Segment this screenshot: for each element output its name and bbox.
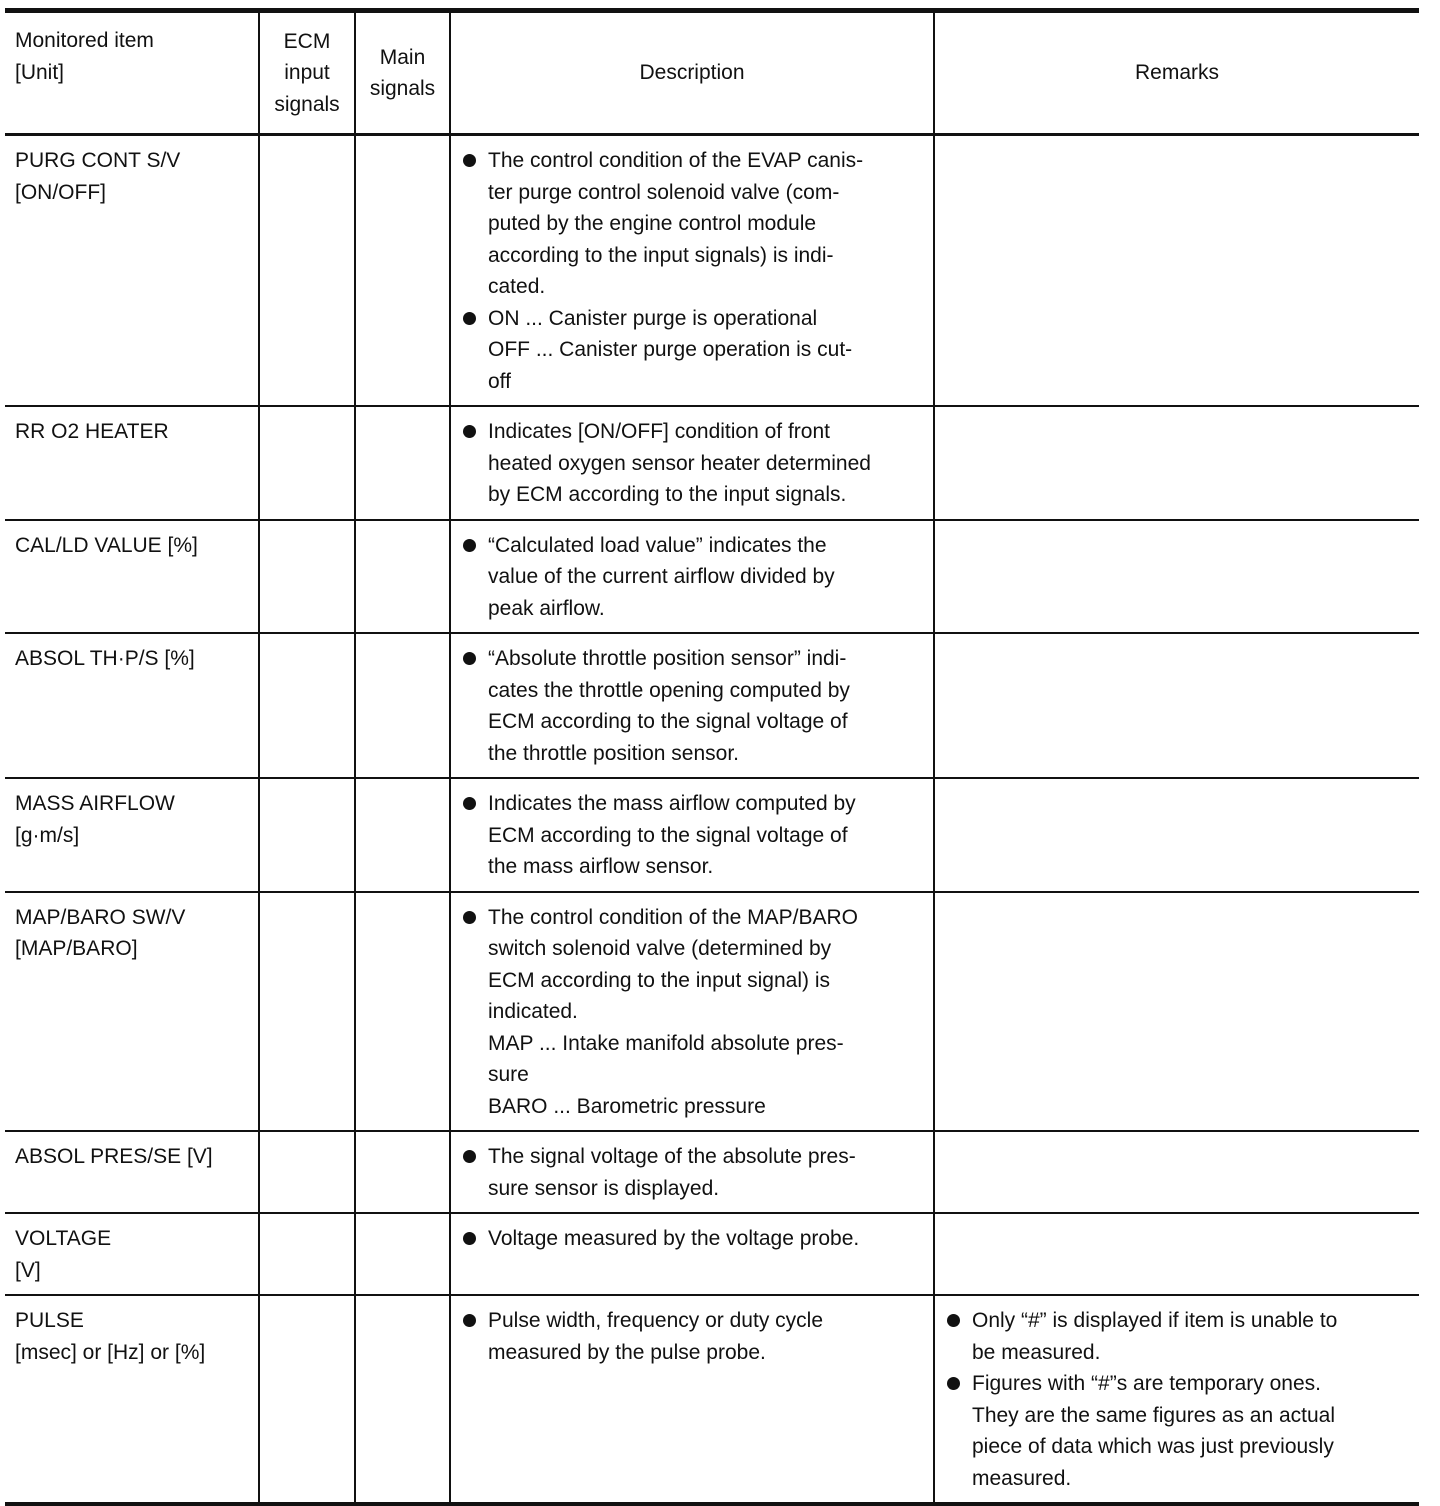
monitored-item-line: ABSOL TH·P/S [%] [15, 647, 195, 670]
continuation-line: sure sensor is displayed. [488, 1176, 720, 1200]
table-row [5, 520, 1419, 634]
continuation-line: ter purge control solenoid valve (com- [488, 180, 840, 204]
bullet-icon [463, 1150, 476, 1163]
main-signals-cell [355, 778, 450, 892]
main-signals-cell [355, 892, 450, 1132]
bullet-text: The control condition of the MAP/BARO [488, 905, 859, 929]
continuation-line: off [488, 369, 511, 393]
continuation-line: heated oxygen sensor heater determined [488, 451, 871, 475]
bullet-icon [463, 1232, 476, 1245]
bullet-text: “Absolute throttle position sensor” indi- [488, 647, 847, 670]
bullet-icon [463, 539, 476, 552]
bullet-text: Indicates the mass airflow computed by [488, 792, 856, 815]
table-row [5, 135, 1419, 407]
monitored-item-cell [5, 778, 259, 892]
header-main-signals [355, 11, 450, 135]
table-row [5, 1131, 1419, 1213]
continuation-line: MAP ... Intake manifold absolute pres- [488, 1031, 844, 1055]
monitored-item-line: VOLTAGE [15, 1227, 112, 1250]
monitored-item-cell [5, 135, 259, 407]
monitored-item-line: MAP/BARO SW/V [15, 905, 186, 929]
continuation-line: peak airflow. [488, 596, 605, 620]
table-row [5, 406, 1419, 520]
bullet-line [941, 1368, 1411, 1400]
bullet-line [941, 1305, 1411, 1337]
bullet-line [457, 902, 925, 934]
header-line: input [284, 61, 330, 85]
monitored-item-line: PURG CONT S/V [15, 149, 181, 172]
ecm-input-signals-cell [259, 778, 355, 892]
main-signals-cell [355, 135, 450, 407]
bullet-icon [947, 1314, 960, 1327]
bullet-line [457, 530, 925, 562]
continuation-line: ECM according to the input signal) is [488, 968, 830, 992]
ecm-input-signals-cell [259, 1295, 355, 1504]
continuation-line: the mass airflow sensor. [488, 855, 714, 878]
table-row [5, 633, 1419, 778]
bullet-line [457, 416, 925, 448]
description-cell [450, 135, 934, 407]
header-line: signals [274, 92, 340, 116]
monitored-item-cell [5, 1131, 259, 1213]
continuation-line: measured by the pulse probe. [488, 1340, 766, 1364]
remarks-cell [934, 1213, 1419, 1295]
ecm-input-signals-cell [259, 892, 355, 1132]
bullet-text: Voltage measured by the voltage probe. [488, 1227, 860, 1250]
description-cell [450, 633, 934, 778]
bullet-line [457, 788, 925, 820]
header-row [5, 11, 1419, 135]
monitored-item-cell [5, 1295, 259, 1504]
description-cell [450, 520, 934, 634]
ecm-input-signals-cell [259, 520, 355, 634]
bullet-line [457, 1223, 925, 1255]
header-line: Main [379, 45, 426, 69]
main-signals-cell [355, 1131, 450, 1213]
monitored-item-line: [V] [15, 1258, 41, 1282]
remarks-cell [934, 135, 1419, 407]
continuation-line: OFF ... Canister purge operation is cut- [488, 338, 853, 361]
monitored-item-cell [5, 633, 259, 778]
monitored-item-cell [5, 892, 259, 1132]
monitored-item-cell [5, 520, 259, 634]
bullet-text: ON ... Canister purge is operational [488, 306, 818, 330]
continuation-line: according to the input signals) is indi- [488, 243, 834, 267]
continuation-line: value of the current airflow divided by [488, 565, 835, 588]
continuation-line: by ECM according to the input signals. [488, 483, 847, 506]
ecm-input-signals-cell [259, 135, 355, 407]
bullet-icon [463, 911, 476, 924]
header-line: Monitored item [15, 29, 154, 52]
continuation-line: piece of data which was just previously [972, 1435, 1334, 1458]
continuation-line: ECM according to the signal voltage of [488, 710, 848, 733]
bullet-text: Figures with “#”s are temporary ones. [972, 1372, 1321, 1395]
continuation-line: ECM according to the signal voltage of [488, 823, 848, 847]
description-cell [450, 1295, 934, 1504]
continuation-line: sure [488, 1063, 529, 1086]
bullet-icon [463, 425, 476, 438]
monitored-item-line: ABSOL PRES/SE [V] [15, 1145, 213, 1168]
table-row [5, 1295, 1419, 1504]
bullet-icon [463, 797, 476, 810]
remarks-cell [934, 406, 1419, 520]
continuation-line: puted by the engine control module [488, 212, 817, 235]
remarks-cell [934, 1295, 1419, 1504]
ecm-input-signals-cell [259, 1131, 355, 1213]
bullet-text: The signal voltage of the absolute pres- [488, 1145, 856, 1168]
continuation-line: They are the same figures as an actual [972, 1403, 1336, 1427]
bullet-text: The control condition of the EVAP canis- [488, 149, 864, 172]
header-ecm-input-signals [259, 11, 355, 135]
header-line: [Unit] [15, 60, 65, 84]
description-cell [450, 892, 934, 1132]
remarks-cell [934, 778, 1419, 892]
main-signals-cell [355, 633, 450, 778]
monitored-item-line: [msec] or [Hz] or [%] [15, 1340, 206, 1364]
bullet-line [457, 1305, 925, 1337]
header-line: ECM [283, 29, 331, 53]
continuation-line: the throttle position sensor. [488, 741, 739, 765]
bullet-icon [947, 1377, 960, 1390]
table-row [5, 1213, 1419, 1295]
header-line: signals [369, 77, 436, 100]
header-remarks: Remarks [934, 11, 1419, 135]
monitored-item-line: PULSE [15, 1309, 84, 1332]
continuation-line: cated. [488, 275, 546, 298]
table-row [5, 892, 1419, 1132]
description-cell [450, 778, 934, 892]
monitored-item-cell [5, 1213, 259, 1295]
continuation-line: measured. [972, 1466, 1072, 1490]
ecm-input-signals-cell [259, 1213, 355, 1295]
header-monitored-item [5, 11, 259, 135]
table-body [5, 135, 1419, 1505]
bullet-text: Indicates [ON/OFF] condition of front [488, 420, 830, 443]
continuation-line: indicated. [488, 1000, 578, 1023]
bullet-line [457, 643, 925, 675]
monitored-item-line: MASS AIRFLOW [15, 792, 175, 815]
bullet-line [457, 145, 925, 177]
bullet-text: Pulse width, frequency or duty cycle [488, 1309, 823, 1332]
remarks-cell [934, 520, 1419, 634]
bullet-icon [463, 1314, 476, 1327]
bullet-icon [463, 312, 476, 325]
bullet-line [457, 303, 925, 335]
bullet-text: “Calculated load value” indicates the [488, 533, 827, 557]
data-table [5, 8, 1419, 1506]
remarks-cell [934, 892, 1419, 1132]
main-signals-cell [355, 1295, 450, 1504]
ecm-input-signals-cell [259, 633, 355, 778]
header-description: Description [450, 11, 934, 135]
main-signals-cell [355, 1213, 450, 1295]
description-cell [450, 1131, 934, 1213]
table-row [5, 778, 1419, 892]
monitored-item-line: [MAP/BARO] [15, 937, 138, 960]
bullet-line [457, 1141, 925, 1173]
continuation-line: cates the throttle opening computed by [488, 678, 850, 702]
continuation-line: switch solenoid valve (determined by [488, 937, 832, 960]
main-signals-cell [355, 520, 450, 634]
monitored-item-line: [ON/OFF] [15, 180, 106, 204]
description-cell [450, 1213, 934, 1295]
continuation-line: be measured. [972, 1340, 1101, 1364]
monitor-item-table [5, 8, 1419, 1506]
remarks-cell [934, 1131, 1419, 1213]
description-cell [450, 406, 934, 520]
bullet-icon [463, 652, 476, 665]
monitored-item-line: CAL/LD VALUE [%] [15, 533, 198, 557]
monitored-item-line: RR O2 HEATER [15, 420, 169, 443]
bullet-icon [463, 154, 476, 167]
monitored-item-cell [5, 406, 259, 520]
remarks-cell [934, 633, 1419, 778]
continuation-line: BARO ... Barometric pressure [488, 1094, 766, 1118]
main-signals-cell [355, 406, 450, 520]
ecm-input-signals-cell [259, 406, 355, 520]
monitored-item-line: [g·m/s] [15, 823, 80, 847]
bullet-text: Only “#” is displayed if item is unable to [972, 1309, 1338, 1332]
